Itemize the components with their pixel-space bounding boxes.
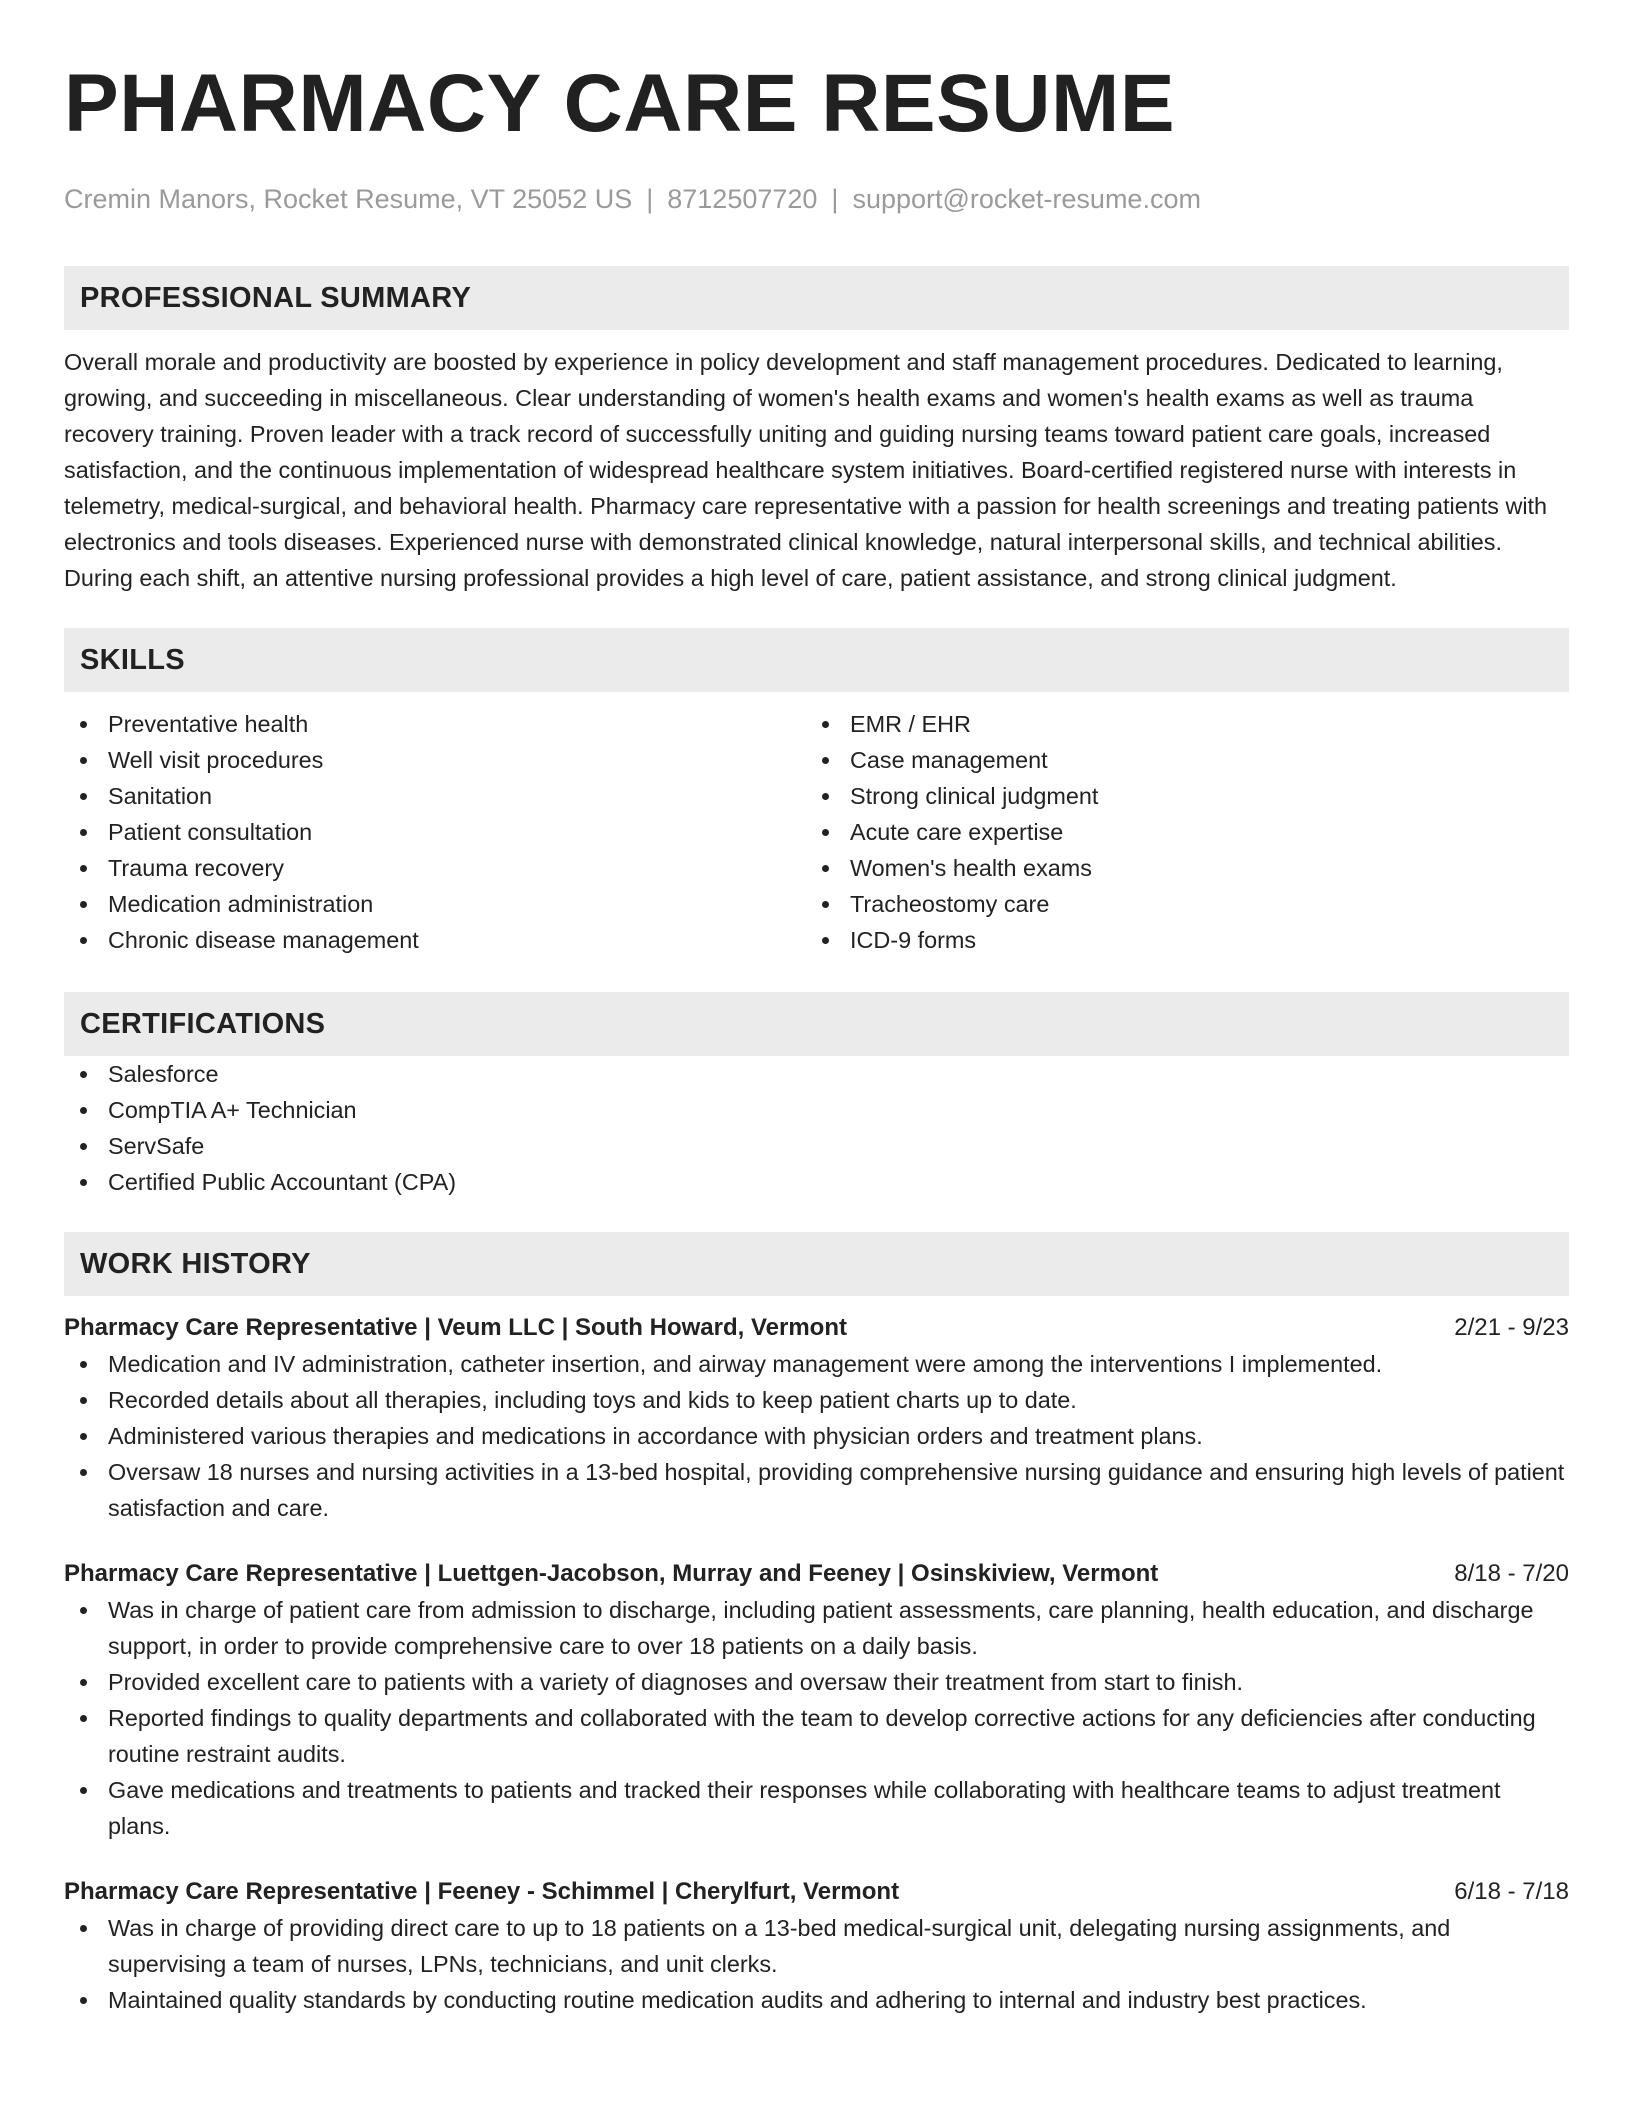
job-dates: 6/18 - 7/18 bbox=[1454, 1878, 1569, 1905]
skill-item: Strong clinical judgment bbox=[806, 778, 1548, 814]
job-dates: 2/21 - 9/23 bbox=[1454, 1314, 1569, 1341]
skill-item: Trauma recovery bbox=[64, 850, 806, 886]
certification-item: CompTIA A+ Technician bbox=[64, 1092, 1569, 1128]
job-bullet: Reported findings to quality departments and collaborated with the team to develop corrective actions for any deficiencies after conducting routine restraint audits. bbox=[64, 1700, 1569, 1772]
job-bullet-list bbox=[64, 1910, 1569, 2018]
skill-item: ICD-9 forms bbox=[806, 922, 1548, 958]
job-bullet-list bbox=[64, 1346, 1569, 1526]
job-header bbox=[64, 1874, 1569, 1910]
skill-item: Women's health exams bbox=[806, 850, 1548, 886]
job-bullet: Maintained quality standards by conducting routine medication audits and adhering to internal and industry best practices. bbox=[64, 1982, 1569, 2018]
skill-item: Case management bbox=[806, 742, 1548, 778]
skill-item: Tracheostomy care bbox=[806, 886, 1548, 922]
skill-item: Sanitation bbox=[64, 778, 806, 814]
job-title: Pharmacy Care Representative | Luettgen-Jacobson, Murray and Feeney | Osinskiview, Vermont bbox=[64, 1560, 1159, 1587]
skills-column-left bbox=[64, 706, 806, 958]
address: Cremin Manors, Rocket Resume, VT 25052 US bbox=[64, 184, 633, 214]
phone: 8712507720 bbox=[667, 184, 818, 214]
job-title: Pharmacy Care Representative | Veum LLC | South Howard, Vermont bbox=[64, 1314, 847, 1341]
section-heading-work-history: WORK HISTORY bbox=[64, 1232, 1569, 1296]
skills-list-right bbox=[806, 706, 1548, 958]
skills-grid bbox=[64, 706, 1569, 958]
skill-item: Patient consultation bbox=[64, 814, 806, 850]
skill-item: Medication administration bbox=[64, 886, 806, 922]
job-entry bbox=[64, 1556, 1569, 1844]
skill-item: Well visit procedures bbox=[64, 742, 806, 778]
job-bullet: Gave medications and treatments to patients and tracked their responses while collaborating with healthcare teams to adjust treatment plans. bbox=[64, 1772, 1569, 1844]
job-bullet-list bbox=[64, 1592, 1569, 1844]
job-bullet: Was in charge of providing direct care to up to 18 patients on a 13-bed medical-surgical unit, delegating nursing assignments, and supervising a team of nurses, LPNs, technicians, and unit clerks. bbox=[64, 1910, 1569, 1982]
section-heading-skills: SKILLS bbox=[64, 628, 1569, 692]
job-bullet: Medication and IV administration, catheter insertion, and airway management were among the interventions I implemented. bbox=[64, 1346, 1569, 1382]
skill-item: Chronic disease management bbox=[64, 922, 806, 958]
skill-item: EMR / EHR bbox=[806, 706, 1548, 742]
section-heading-certifications: CERTIFICATIONS bbox=[64, 992, 1569, 1056]
separator: | bbox=[646, 184, 654, 214]
section-heading-summary: PROFESSIONAL SUMMARY bbox=[64, 266, 1569, 330]
job-bullet: Was in charge of patient care from admission to discharge, including patient assessments, care planning, health education, and discharge support, in order to provide comprehensive care to over 18 patients on a daily basis. bbox=[64, 1592, 1569, 1664]
email: support@rocket-resume.com bbox=[852, 184, 1201, 214]
job-header bbox=[64, 1310, 1569, 1346]
summary-text: Overall morale and productivity are boosted by experience in policy development and staff management procedures. Dedicated to learning, growing, and succeeding in miscellaneous. Clear understanding of women's health exams and women's health exams as well as trauma recovery training. Proven leader with a track record of successfully uniting and guiding nursing teams toward patient care goals, increased satisfaction, and the continuous implementation of widespread healthcare system initiatives. Board-certified registered nurse with interests in telemetry, medical-surgical, and behavioral health. Pharmacy care representative with a passion for health screenings and treating patients with electronics and tools diseases. Experienced nurse with demonstrated clinical knowledge, natural interpersonal skills, and technical abilities. During each shift, an attentive nursing professional provides a high level of care, patient assistance, and strong clinical judgment. bbox=[64, 349, 1548, 591]
certification-item: ServSafe bbox=[64, 1128, 1569, 1164]
certification-item: Certified Public Accountant (CPA) bbox=[64, 1164, 1569, 1200]
skill-item: Preventative health bbox=[64, 706, 806, 742]
job-bullet: Recorded details about all therapies, including toys and kids to keep patient charts up to date. bbox=[64, 1382, 1569, 1418]
skill-item: Acute care expertise bbox=[806, 814, 1548, 850]
resume-title: PHARMACY CARE RESUME bbox=[64, 58, 1176, 149]
job-dates: 8/18 - 7/20 bbox=[1454, 1560, 1569, 1587]
skills-list-left bbox=[64, 706, 806, 958]
skills-column-right bbox=[806, 706, 1548, 958]
job-bullet: Administered various therapies and medications in accordance with physician orders and treatment plans. bbox=[64, 1418, 1569, 1454]
separator: | bbox=[831, 184, 839, 214]
contact-line bbox=[64, 182, 1569, 216]
job-entry bbox=[64, 1874, 1569, 2018]
job-entry bbox=[64, 1310, 1569, 1526]
job-title: Pharmacy Care Representative | Feeney - Schimmel | Cherylfurt, Vermont bbox=[64, 1878, 900, 1905]
job-header bbox=[64, 1556, 1569, 1592]
certifications-list bbox=[64, 1056, 1569, 1200]
job-bullet: Provided excellent care to patients with a variety of diagnoses and oversaw their treatment from start to finish. bbox=[64, 1664, 1569, 1700]
certification-item: Salesforce bbox=[64, 1056, 1569, 1092]
job-bullet: Oversaw 18 nurses and nursing activities in a 13-bed hospital, providing comprehensive nursing guidance and ensuring high levels of patient satisfaction and care. bbox=[64, 1454, 1569, 1526]
